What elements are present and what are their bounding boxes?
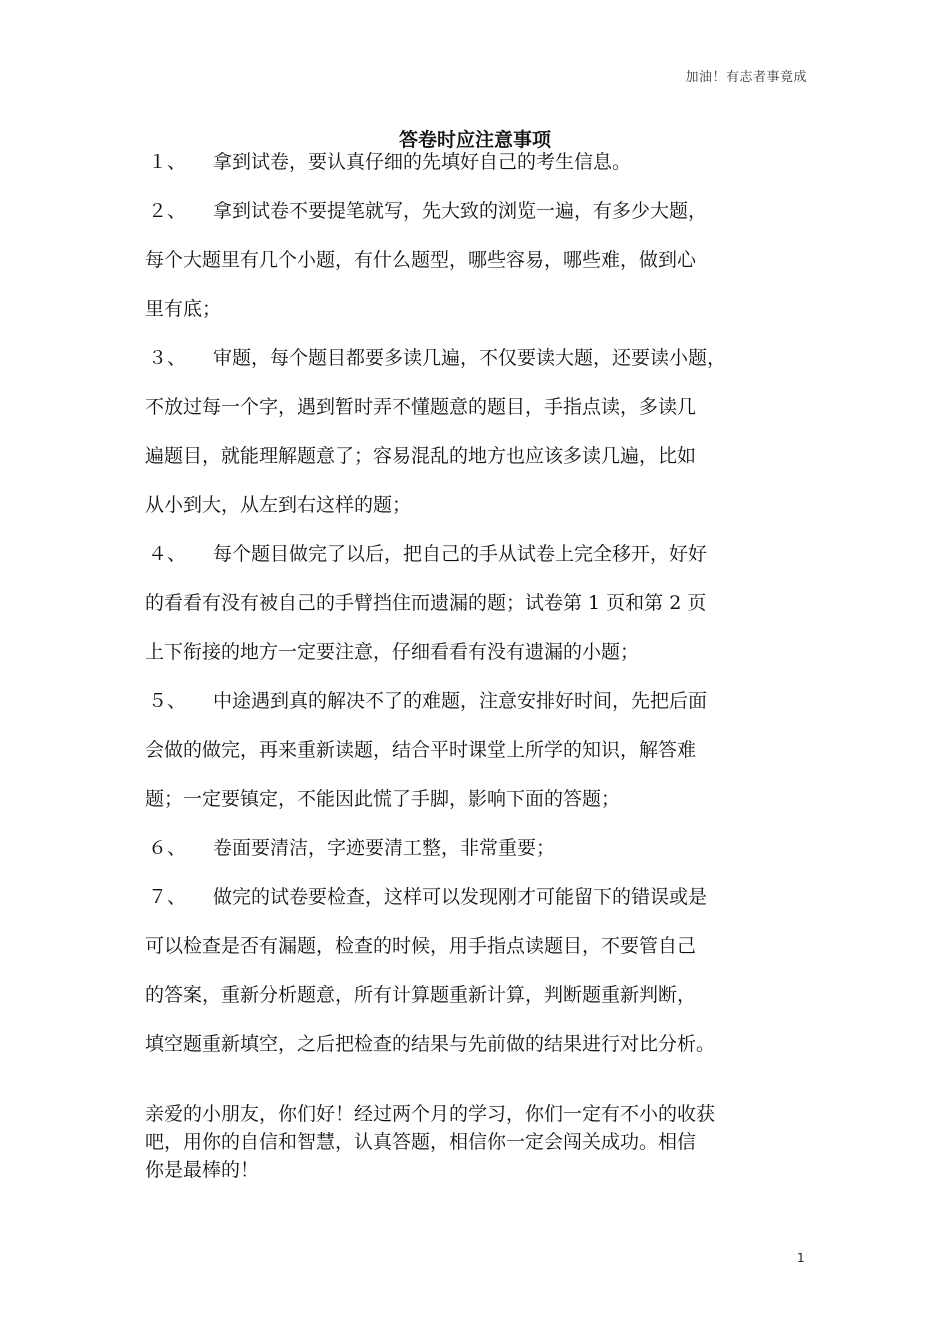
item-number: ７、	[148, 886, 187, 908]
item-text-line: 的看看有没有被自己的手臂挡住而遗漏的题；试卷第 1 页和第 2 页	[145, 592, 707, 614]
closing-line: 亲爱的小朋友，你们好！经过两个月的学习，你们一定有不小的收获	[145, 1103, 716, 1125]
item-text-line: 每个题目做完了以后，把自己的手从试卷上完全移开，好好	[213, 543, 708, 565]
item-number: ２、	[148, 200, 187, 222]
item-number: １、	[148, 151, 187, 173]
item-text-line: 做完的试卷要检查，这样可以发现刚才可能留下的错误或是	[213, 886, 708, 908]
list-item	[145, 195, 835, 244]
closing-message	[145, 1100, 835, 1184]
list-item	[145, 538, 835, 587]
item-number: ５、	[148, 690, 187, 712]
item-text-line: 会做的做完，再来重新读题，结合平时课堂上所学的知识，解答难	[145, 739, 697, 761]
item-text-line: 填空题重新填空，之后把检查的结果与先前做的结果进行对比分析。	[145, 1033, 716, 1055]
item-text-line: 不放过每一个字，遇到暂时弄不懂题意的题目，手指点读，多读几	[145, 396, 697, 418]
item-text-line: 卷面要清洁，字迹要清工整，非常重要；	[213, 837, 556, 859]
closing-line: 你是最棒的！	[145, 1159, 260, 1181]
list-item	[145, 832, 835, 881]
item-number: ３、	[148, 347, 187, 369]
header-motto: 加油！有志者事竟成	[685, 70, 807, 85]
item-text-line: 题；一定要镇定，不能因此慌了手脚，影响下面的答题；	[145, 788, 621, 810]
item-number: ６、	[148, 837, 187, 859]
page-number: 1	[797, 1251, 805, 1265]
list-item	[145, 146, 835, 195]
list-item	[145, 342, 835, 391]
page-title: 答卷时应注意事项	[398, 129, 551, 151]
item-text-line: 的答案，重新分析题意，所有计算题重新计算，判断题重新判断，	[145, 984, 697, 1006]
document-body	[145, 146, 835, 1077]
item-text-line: 拿到试卷，要认真仔细的先填好自己的考生信息。	[213, 151, 632, 173]
item-text-line: 上下衔接的地方一定要注意，仔细看看有没有遗漏的小题；	[145, 641, 640, 663]
item-text-line: 审题，每个题目都要多读几遍，不仅要读大题，还要读小题，	[213, 347, 727, 369]
list-item	[145, 685, 835, 734]
list-item	[145, 881, 835, 930]
item-text-line: 中途遇到真的解决不了的难题，注意安排好时间，先把后面	[213, 690, 708, 712]
item-text-line: 遍题目，就能理解题意了；容易混乱的地方也应该多读几遍，比如	[145, 445, 697, 467]
item-number: ４、	[148, 543, 187, 565]
item-text-line: 里有底；	[145, 298, 222, 320]
item-text-line: 可以检查是否有漏题，检查的时候，用手指点读题目，不要管自己	[145, 935, 697, 957]
item-text-line: 从小到大，从左到右这样的题；	[145, 494, 412, 516]
closing-line: 吧，用你的自信和智慧，认真答题，相信你一定会闯关成功。相信	[145, 1131, 697, 1153]
item-text-line: 每个大题里有几个小题，有什么题型，哪些容易，哪些难，做到心	[145, 249, 697, 271]
item-text-line: 拿到试卷不要提笔就写，先大致的浏览一遍，有多少大题，	[213, 200, 708, 222]
